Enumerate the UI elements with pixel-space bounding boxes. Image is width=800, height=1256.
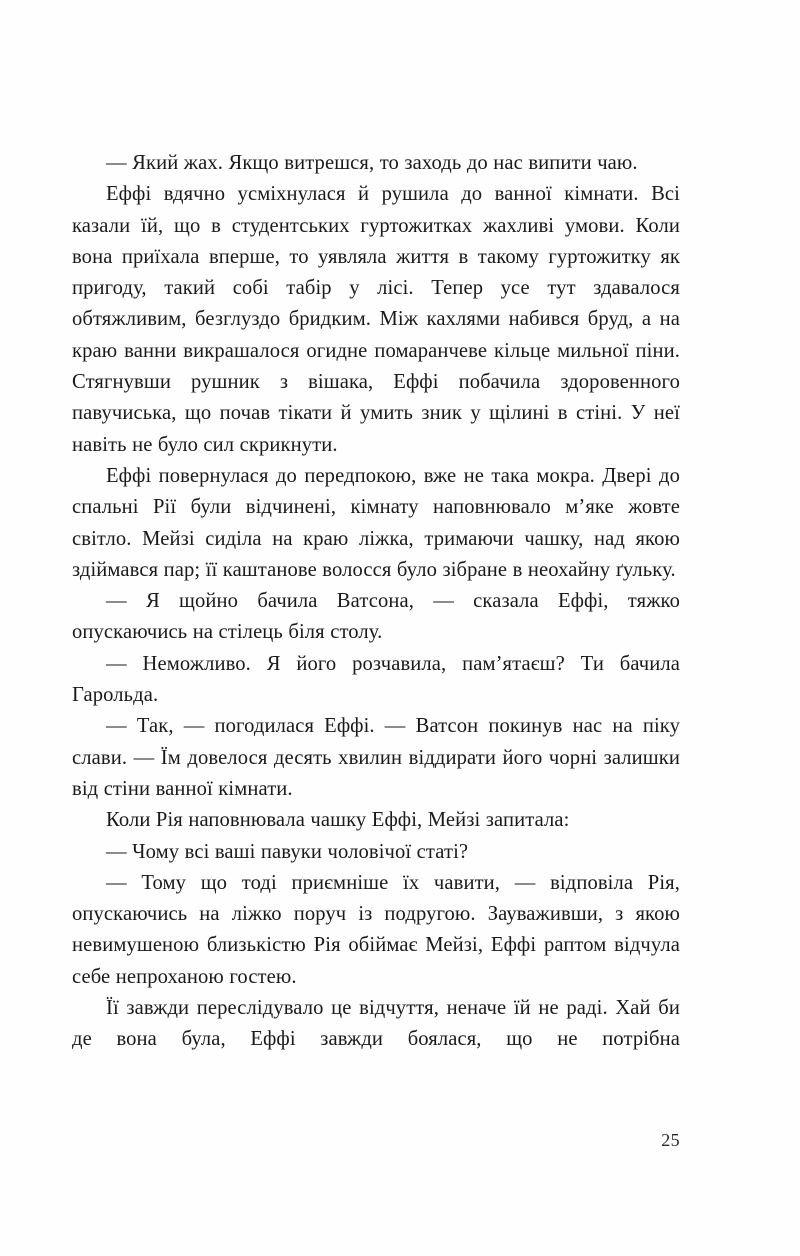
paragraph: Коли Рія наповнювала чашку Еффі, Мейзі запитала: <box>106 809 570 832</box>
paragraph: — Так, — погодилася Еффі. — Ватсон покинув нас на піку слави. — Їм довелося десять хвилин віддирати його чорні залишки від стіни ванної кімнати. <box>72 715 680 800</box>
page-number: 25 <box>661 1130 680 1150</box>
paragraph: Еффі повернулася до передпокою, вже не така мокра. Двері до спальні Рії були відчинені, кімнату наповнювало м’яке жовте світло. Мейзі сиділа на краю ліжка, тримаючи чашку, над якою здіймався пар; її каштанове волосся було зібране в неохайну ґульку. <box>72 464 680 581</box>
paragraph: — Який жах. Якщо витрешся, то заходь до нас випити чаю. <box>106 152 638 174</box>
paragraph: Еффі вдячно усміхнулася й рушила до ванної кімнати. Всі казали їй, що в студентських гуртожитках жахливі умови. Коли вона приїхала вперше, то уявляла життя в такому гуртожитку як пригоду, такий собі табір у лісі. Тепер усе тут здавалося обтяжливим, безглуздо бридким. Між кахлями набився бруд, а на краю ванни викрашалося огидне помаранчеве кільце мильної піни. Стягнувши рушник з вішака, Еффі побачила здоровенного павучиська, що почав тікати й умить зник у щілині в стіні. У неї навіть не було сил скрикнути. <box>72 183 680 456</box>
paragraph: — Я щойно бачила Ватсона, — сказала Еффі, тяжко опускаючись на стілець біля столу. <box>72 590 680 644</box>
paragraph: — Тому що тоді приємніше їх чавити, — відповіла Рія, опускаючись на ліжко поруч із подругою. Зауваживши, з якою невимушеною близькістю Рія обіймає Мейзі, Еффі раптом відчула себе непроханою гостею. <box>72 871 680 988</box>
paragraph: — Чому всі ваші павуки чоловічої статі? <box>106 840 469 863</box>
paragraph: Її завжди переслідувало це відчуття, неначе їй не раді. Хай би де вона була, Еффі завжди боялася, що не потрібна <box>72 997 680 1051</box>
paragraph: — Неможливо. Я його розчавила, пам’ятаєш? Ти бачила Гарольда. <box>72 652 680 707</box>
page-text-block <box>72 148 680 1087</box>
